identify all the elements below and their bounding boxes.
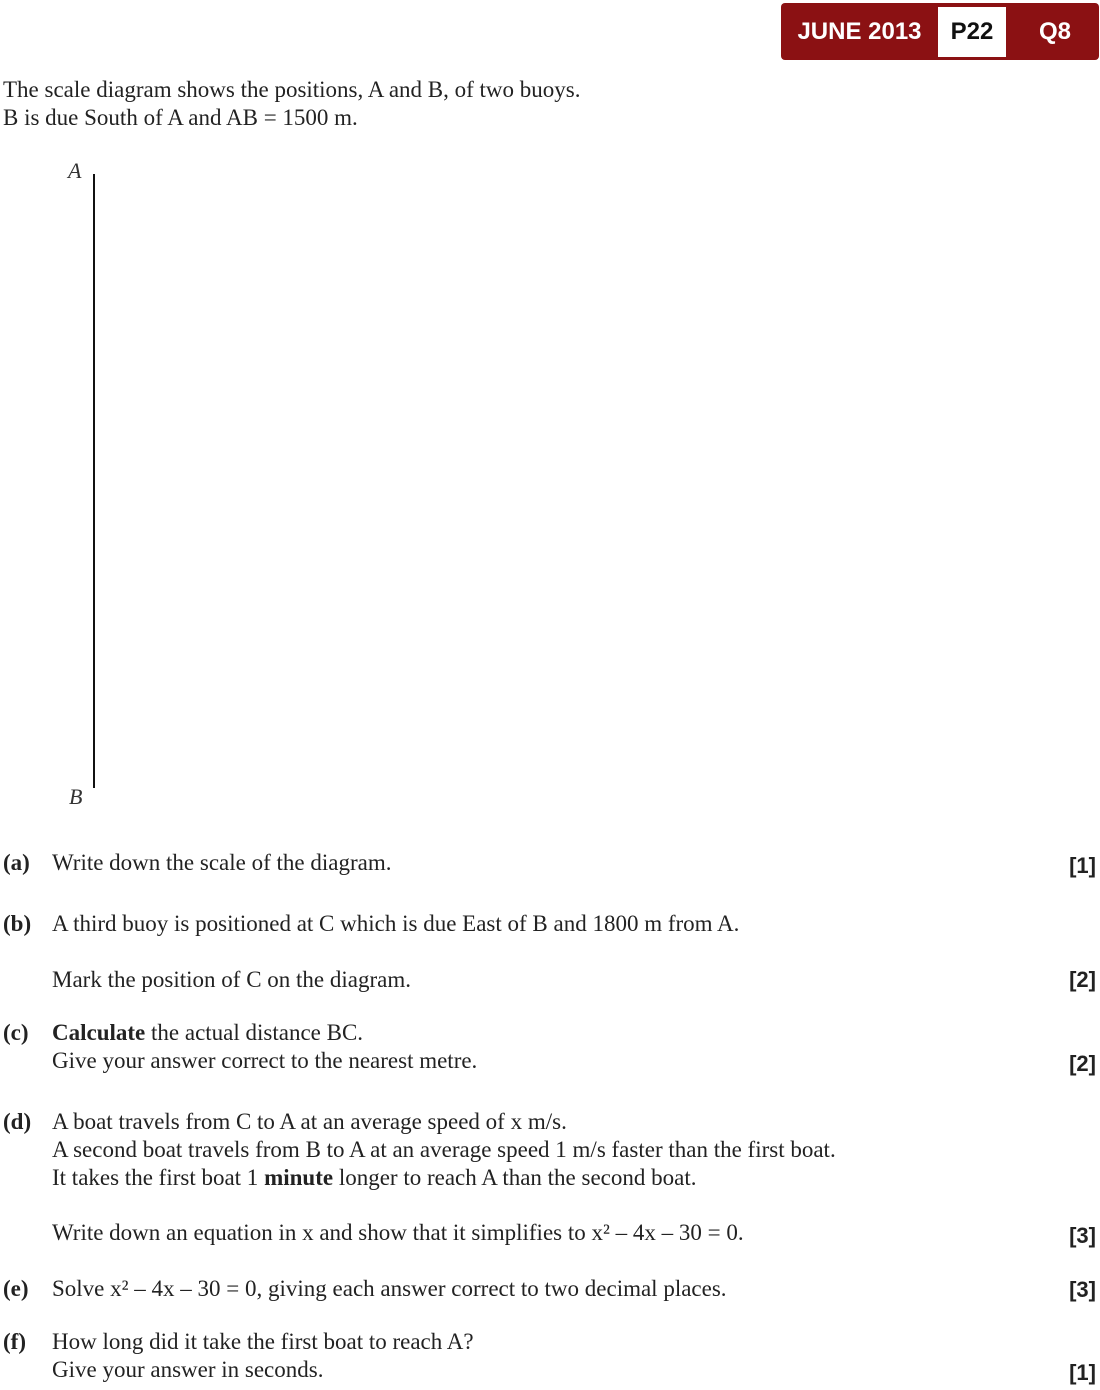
part-d-text-3b: longer to reach A than the second boat. [333, 1165, 697, 1190]
part-a-marks: [1] [1069, 853, 1096, 878]
part-b-text-1: A third buoy is positioned at C which is due East of B and 1800 m from A. [52, 911, 740, 936]
part-f-label: (f) [3, 1329, 26, 1354]
part-e-text: Solve x² – 4x – 30 = 0, giving each answer correct to two decimal places. [52, 1276, 727, 1301]
part-f-text-2: Give your answer in seconds. [52, 1357, 324, 1382]
part-d-marks: [3] [1069, 1223, 1096, 1248]
part-b-marks: [2] [1069, 967, 1096, 992]
label-b: B [69, 784, 83, 809]
part-d-text-3a: It takes the first boat 1 [52, 1165, 265, 1190]
question-number: Q8 [1038, 18, 1071, 45]
part-d-label: (d) [3, 1109, 32, 1134]
part-d-text-3 [52, 1164, 696, 1192]
label-a: A [68, 158, 82, 183]
part-c-label: (c) [3, 1020, 29, 1045]
intro-line-2: B is due South of A and AB = 1500 m. [3, 105, 358, 130]
part-c-marks: [2] [1069, 1051, 1096, 1076]
part-c-text-2: Give your answer correct to the nearest metre. [52, 1048, 478, 1073]
part-b-text-2: Mark the position of C on the diagram. [52, 967, 411, 992]
exam-date: JUNE 2013 [797, 18, 922, 45]
part-b-label: (b) [3, 911, 32, 936]
scale-diagram [0, 150, 140, 820]
part-a-label: (a) [3, 850, 30, 875]
part-d-bold: minute [264, 1165, 334, 1190]
part-f-marks: [1] [1069, 1360, 1096, 1385]
paper-number: P22 [938, 7, 1006, 57]
question-header-badge [781, 3, 1099, 60]
part-e-marks: [3] [1069, 1277, 1096, 1302]
part-e-label: (e) [3, 1276, 29, 1301]
part-c-rest: the actual distance BC. [145, 1020, 364, 1045]
part-d-text-2: A second boat travels from B to A at an average speed 1 m/s faster than the first boat. [52, 1137, 836, 1162]
part-f-text-1: How long did it take the first boat to reach A? [52, 1329, 474, 1354]
part-d-text-4: Write down an equation in x and show that it simplifies to x² – 4x – 30 = 0. [52, 1220, 744, 1245]
part-c-bold: Calculate [52, 1020, 146, 1045]
part-a-text: Write down the scale of the diagram. [52, 850, 392, 875]
part-d-text-1: A boat travels from C to A at an average speed of x m/s. [52, 1109, 567, 1134]
part-c-text-1 [52, 1019, 363, 1047]
intro-line-1: The scale diagram shows the positions, A and B, of two buoys. [3, 77, 581, 102]
